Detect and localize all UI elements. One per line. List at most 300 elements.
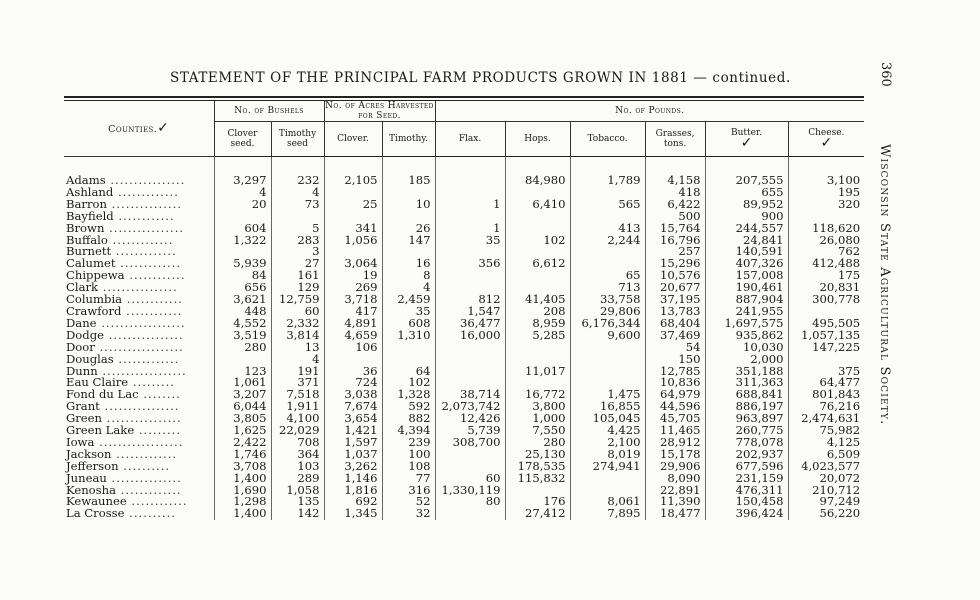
table-row — [64, 318, 864, 330]
value-cell: 801,843 — [788, 389, 864, 401]
value-cell: 176 — [505, 496, 570, 508]
value-cell: 396,424 — [705, 508, 788, 520]
value-cell: 185 — [382, 157, 435, 187]
county-cell — [64, 211, 214, 223]
value-cell — [271, 211, 324, 223]
value-cell: 12,759 — [271, 294, 324, 306]
county-cell — [64, 413, 214, 425]
value-cell: 1,789 — [570, 157, 645, 187]
value-cell: 688,841 — [705, 389, 788, 401]
value-cell: 123 — [214, 366, 271, 378]
value-cell: 207,555 — [705, 157, 788, 187]
value-cell: 882 — [382, 413, 435, 425]
value-cell: 1,330,119 — [435, 485, 505, 497]
value-cell: 1,310 — [382, 330, 435, 342]
value-cell: 11,390 — [645, 496, 705, 508]
value-cell: 22,891 — [645, 485, 705, 497]
value-cell: 65 — [570, 270, 645, 282]
value-cell: 3,814 — [271, 330, 324, 342]
value-cell: 140,591 — [705, 246, 788, 258]
value-cell: 1,345 — [324, 508, 382, 520]
value-cell — [788, 306, 864, 318]
value-cell: 608 — [382, 318, 435, 330]
value-cell: 15,764 — [645, 223, 705, 235]
value-cell: 7,895 — [570, 508, 645, 520]
value-cell: 16,855 — [570, 401, 645, 413]
value-cell: 3,621 — [214, 294, 271, 306]
value-cell: 280 — [214, 342, 271, 354]
value-cell: 178,535 — [505, 461, 570, 473]
value-cell: 448 — [214, 306, 271, 318]
value-cell: 1,328 — [382, 389, 435, 401]
value-cell: 2,073,742 — [435, 401, 505, 413]
county-cell — [64, 330, 214, 342]
value-cell: 4,425 — [570, 425, 645, 437]
table-row — [64, 508, 864, 520]
leader-dots: ................ — [105, 173, 186, 187]
value-cell — [435, 508, 505, 520]
county-name: Dunn — [66, 365, 98, 378]
value-cell: 356 — [435, 258, 505, 270]
value-cell — [214, 354, 271, 366]
leader-dots: ............. — [111, 448, 178, 461]
value-cell: 300,778 — [788, 294, 864, 306]
value-cell: 1,597 — [324, 437, 382, 449]
col-header-timothy: Timothy. — [382, 122, 435, 157]
value-cell: 8,061 — [570, 496, 645, 508]
leader-dots: ................ — [103, 329, 184, 342]
value-cell: 19 — [324, 270, 382, 282]
value-cell: 13 — [271, 342, 324, 354]
value-cell: 26 — [382, 223, 435, 235]
value-cell: 1,146 — [324, 473, 382, 485]
value-cell: 89,952 — [705, 199, 788, 211]
value-cell: 97,249 — [788, 496, 864, 508]
value-cell: 12,785 — [645, 366, 705, 378]
value-cell: 3,038 — [324, 389, 382, 401]
col-header-flax: Flax. — [435, 122, 505, 157]
col-header-grasses: Grasses, tons. — [645, 122, 705, 157]
county-cell — [64, 318, 214, 330]
county-cell — [64, 235, 214, 247]
value-cell: 280 — [505, 437, 570, 449]
value-cell: 20,831 — [788, 282, 864, 294]
col-header-clover-seed: Clover seed. — [214, 122, 271, 157]
value-cell: 54 — [645, 342, 705, 354]
county-name: Adams — [66, 173, 106, 187]
value-cell: 2,105 — [324, 157, 382, 187]
value-cell: 3,262 — [324, 461, 382, 473]
table-body — [64, 157, 864, 521]
table-row — [64, 211, 864, 223]
county-name: Juneau — [66, 472, 107, 485]
value-cell: 6,410 — [505, 199, 570, 211]
table-row — [64, 306, 864, 318]
value-cell — [505, 342, 570, 354]
leader-dots: ............. — [116, 484, 182, 497]
col-header-tobacco: Tobacco. — [570, 122, 645, 157]
value-cell: 84 — [214, 270, 271, 282]
value-cell: 3,800 — [505, 401, 570, 413]
leader-dots: .................. — [94, 341, 184, 354]
table-row — [64, 389, 864, 401]
value-cell — [570, 473, 645, 485]
table-row — [64, 223, 864, 235]
county-name: Barron — [66, 198, 107, 211]
table-row — [64, 354, 864, 366]
value-cell: 195 — [788, 187, 864, 199]
col-header-hops: Hops. — [505, 122, 570, 157]
value-cell: 27,412 — [505, 508, 570, 520]
value-cell — [570, 258, 645, 270]
value-cell: 64 — [382, 366, 435, 378]
table-row — [64, 485, 864, 497]
table-row — [64, 270, 864, 282]
value-cell — [435, 461, 505, 473]
value-cell: 12,426 — [435, 413, 505, 425]
county-cell — [64, 425, 214, 437]
value-cell: 417 — [324, 306, 382, 318]
county-cell — [64, 270, 214, 282]
table-row — [64, 461, 864, 473]
county-cell — [64, 508, 214, 520]
value-cell — [324, 211, 382, 223]
value-cell: 655 — [705, 187, 788, 199]
table-row — [64, 246, 864, 258]
value-cell: 60 — [271, 306, 324, 318]
col-header-timothy-seed: Timothy seed — [271, 122, 324, 157]
value-cell: 4,891 — [324, 318, 382, 330]
value-cell: 161 — [271, 270, 324, 282]
value-cell — [435, 270, 505, 282]
value-cell: 175 — [788, 270, 864, 282]
value-cell: 289 — [271, 473, 324, 485]
value-cell — [505, 377, 570, 389]
leader-dots: .................. — [94, 436, 184, 449]
value-cell: 1,400 — [214, 508, 271, 520]
table-row — [64, 199, 864, 211]
value-cell: 4,023,577 — [788, 461, 864, 473]
value-cell: 45,705 — [645, 413, 705, 425]
value-cell — [570, 354, 645, 366]
checkmark-icon: ✓ — [740, 135, 753, 151]
county-name: Columbia — [66, 294, 123, 306]
value-cell: 64,979 — [645, 389, 705, 401]
value-cell: 565 — [570, 199, 645, 211]
value-cell: 311,363 — [705, 377, 788, 389]
value-cell: 3 — [271, 246, 324, 258]
value-cell — [382, 354, 435, 366]
value-cell — [435, 187, 505, 199]
table-row — [64, 496, 864, 508]
value-cell — [324, 354, 382, 366]
value-cell: 418 — [645, 187, 705, 199]
value-cell: 274,941 — [570, 461, 645, 473]
value-cell: 500 — [645, 211, 705, 223]
value-cell — [788, 354, 864, 366]
value-cell: 260,775 — [705, 425, 788, 437]
value-cell: 100 — [382, 449, 435, 461]
checkmark-icon: ✓ — [820, 135, 833, 151]
value-cell: 129 — [271, 282, 324, 294]
value-cell: 656 — [214, 282, 271, 294]
table-row — [64, 366, 864, 378]
acres-group-header: No. of Acres Harvested for Seed. — [325, 101, 434, 121]
value-cell — [382, 342, 435, 354]
value-cell: 900 — [705, 211, 788, 223]
value-cell: 2,000 — [705, 354, 788, 366]
value-cell: 10,836 — [645, 377, 705, 389]
value-cell: 106 — [324, 342, 382, 354]
value-cell: 4 — [382, 282, 435, 294]
value-cell: 13,783 — [645, 306, 705, 318]
value-cell: 886,197 — [705, 401, 788, 413]
value-cell — [382, 187, 435, 199]
county-cell — [64, 354, 214, 366]
value-cell: 29,806 — [570, 306, 645, 318]
county-name: Dane — [66, 317, 97, 330]
value-cell — [505, 270, 570, 282]
county-cell — [64, 294, 214, 306]
value-cell: 147,225 — [788, 342, 864, 354]
county-name: Green Lake — [66, 425, 135, 437]
leader-dots: ............. — [107, 234, 174, 247]
value-cell: 52 — [382, 496, 435, 508]
county-cell — [64, 223, 214, 235]
value-cell: 935,862 — [705, 330, 788, 342]
value-cell — [435, 342, 505, 354]
value-cell: 257 — [645, 246, 705, 258]
county-cell — [64, 449, 214, 461]
value-cell: 592 — [382, 401, 435, 413]
county-name: Crawford — [66, 305, 122, 318]
value-cell: 1,322 — [214, 235, 271, 247]
value-cell: 4 — [214, 187, 271, 199]
value-cell: 3,654 — [324, 413, 382, 425]
value-cell — [788, 211, 864, 223]
value-cell — [570, 187, 645, 199]
table-row — [64, 294, 864, 306]
value-cell: 371 — [271, 377, 324, 389]
value-cell: 60 — [435, 473, 505, 485]
value-cell: 1,625 — [214, 425, 271, 437]
value-cell: 36,477 — [435, 318, 505, 330]
value-cell: 16,796 — [645, 235, 705, 247]
value-cell: 15,296 — [645, 258, 705, 270]
value-cell: 28,912 — [645, 437, 705, 449]
value-cell: 210,712 — [788, 485, 864, 497]
value-cell: 4,125 — [788, 437, 864, 449]
value-cell: 35 — [435, 235, 505, 247]
value-cell: 1 — [435, 199, 505, 211]
leader-dots: ................ — [102, 413, 182, 426]
leader-dots: ............ — [121, 305, 183, 318]
value-cell: 142 — [271, 508, 324, 520]
value-cell: 10,576 — [645, 270, 705, 282]
value-cell — [435, 377, 505, 389]
table-row — [64, 437, 864, 449]
value-cell: 316 — [382, 485, 435, 497]
value-cell: 3,718 — [324, 294, 382, 306]
value-cell: 1,056 — [324, 235, 382, 247]
value-cell: 80 — [435, 496, 505, 508]
value-cell: 3,708 — [214, 461, 271, 473]
value-cell: 20,677 — [645, 282, 705, 294]
leader-dots: ......... — [128, 377, 175, 390]
value-cell: 8,959 — [505, 318, 570, 330]
value-cell: 341 — [324, 223, 382, 235]
value-cell: 812 — [435, 294, 505, 306]
county-name: Kewaunee — [66, 496, 127, 509]
table-row — [64, 258, 864, 270]
leader-dots: ................ — [98, 282, 178, 295]
county-name: Jefferson — [66, 460, 119, 473]
value-cell: 27 — [271, 258, 324, 270]
leader-dots: ................ — [104, 222, 185, 235]
side-running-title: Wisconsin State Agricultural Society. — [877, 144, 892, 426]
value-cell: 11,465 — [645, 425, 705, 437]
bushels-group-header: No. of Bushels — [214, 101, 324, 122]
value-cell: 5,739 — [435, 425, 505, 437]
value-cell: 963,897 — [705, 413, 788, 425]
value-cell: 7,674 — [324, 401, 382, 413]
value-cell: 351,188 — [705, 366, 788, 378]
value-cell: 1,037 — [324, 449, 382, 461]
value-cell: 8,019 — [570, 449, 645, 461]
value-cell: 41,405 — [505, 294, 570, 306]
value-cell: 26,080 — [788, 235, 864, 247]
value-cell — [505, 282, 570, 294]
value-cell: 44,596 — [645, 401, 705, 413]
leader-dots: ............... — [106, 198, 182, 211]
county-name: Eau Claire — [66, 377, 129, 390]
value-cell: 412,488 — [788, 258, 864, 270]
county-cell — [64, 437, 214, 449]
value-cell: 35 — [382, 306, 435, 318]
col-header-butter: Butter. ✓ — [705, 122, 788, 157]
value-cell: 724 — [324, 377, 382, 389]
value-cell: 7,518 — [271, 389, 324, 401]
value-cell: 4,552 — [214, 318, 271, 330]
county-name: Jackson — [66, 448, 112, 461]
table-row — [64, 473, 864, 485]
value-cell: 11,017 — [505, 366, 570, 378]
value-cell — [570, 211, 645, 223]
leader-dots: ......... — [134, 425, 182, 437]
value-cell: 10 — [382, 199, 435, 211]
value-cell — [382, 246, 435, 258]
value-cell: 4,659 — [324, 330, 382, 342]
table-row — [64, 235, 864, 247]
county-name: Grant — [66, 401, 100, 414]
value-cell: 1,421 — [324, 425, 382, 437]
value-cell — [505, 187, 570, 199]
value-cell: 24,841 — [705, 235, 788, 247]
value-cell — [214, 211, 271, 223]
leader-dots: .......... — [118, 460, 171, 473]
value-cell — [505, 354, 570, 366]
value-cell: 4,394 — [382, 425, 435, 437]
value-cell: 25,130 — [505, 449, 570, 461]
value-cell: 308,700 — [435, 437, 505, 449]
value-cell: 241,955 — [705, 306, 788, 318]
value-cell: 4 — [271, 354, 324, 366]
value-cell: 190,461 — [705, 282, 788, 294]
value-cell: 3,100 — [788, 157, 864, 187]
table-row — [64, 413, 864, 425]
leader-dots: ............. — [113, 353, 180, 366]
value-cell: 25 — [324, 199, 382, 211]
county-name: Door — [66, 341, 95, 354]
value-cell: 7,550 — [505, 425, 570, 437]
page-number: 360 — [878, 62, 893, 87]
value-cell — [570, 366, 645, 378]
col-header-cheese: Cheese. ✓ — [788, 122, 864, 157]
county-cell — [64, 377, 214, 389]
value-cell: 150 — [645, 354, 705, 366]
value-cell: 3,519 — [214, 330, 271, 342]
value-cell: 1,298 — [214, 496, 271, 508]
leader-dots: ............. — [111, 246, 177, 259]
value-cell: 476,311 — [705, 485, 788, 497]
pounds-group-header: No. of Pounds. — [435, 101, 864, 122]
value-cell: 4,100 — [271, 413, 324, 425]
value-cell: 2,332 — [271, 318, 324, 330]
value-cell — [570, 246, 645, 258]
value-cell: 75,982 — [788, 425, 864, 437]
value-cell: 1,058 — [271, 485, 324, 497]
value-cell: 4,158 — [645, 157, 705, 187]
leader-dots: ............ — [124, 270, 186, 283]
value-cell: 778,078 — [705, 437, 788, 449]
table-row — [64, 157, 864, 187]
farm-products-table-wrap — [64, 101, 864, 520]
county-name: Douglas — [66, 353, 114, 366]
county-name: Iowa — [66, 436, 95, 449]
county-cell — [64, 306, 214, 318]
county-name: Chippewa — [66, 270, 125, 283]
leader-dots: ............. — [113, 186, 179, 199]
value-cell: 6,176,344 — [570, 318, 645, 330]
county-cell — [64, 282, 214, 294]
value-cell: 84,980 — [505, 157, 570, 187]
counties-label: Counties. — [108, 123, 158, 135]
county-cell — [64, 461, 214, 473]
value-cell: 115,832 — [505, 473, 570, 485]
value-cell: 495,505 — [788, 318, 864, 330]
value-cell: 677,596 — [705, 461, 788, 473]
value-cell: 6,422 — [645, 199, 705, 211]
county-name: Ashland — [66, 186, 114, 199]
value-cell: 2,422 — [214, 437, 271, 449]
value-cell: 320 — [788, 199, 864, 211]
value-cell: 1,911 — [271, 401, 324, 413]
value-cell: 36 — [324, 366, 382, 378]
value-cell: 9,600 — [570, 330, 645, 342]
value-cell: 1 — [435, 223, 505, 235]
leader-dots: ............. — [115, 258, 182, 271]
value-cell — [570, 342, 645, 354]
value-cell — [435, 211, 505, 223]
value-cell — [324, 246, 382, 258]
leader-dots: ............ — [113, 210, 175, 223]
value-cell: 10,030 — [705, 342, 788, 354]
value-cell: 20,072 — [788, 473, 864, 485]
value-cell: 5,285 — [505, 330, 570, 342]
county-name: Kenosha — [66, 484, 116, 497]
value-cell: 3,805 — [214, 413, 271, 425]
value-cell: 2,244 — [570, 235, 645, 247]
